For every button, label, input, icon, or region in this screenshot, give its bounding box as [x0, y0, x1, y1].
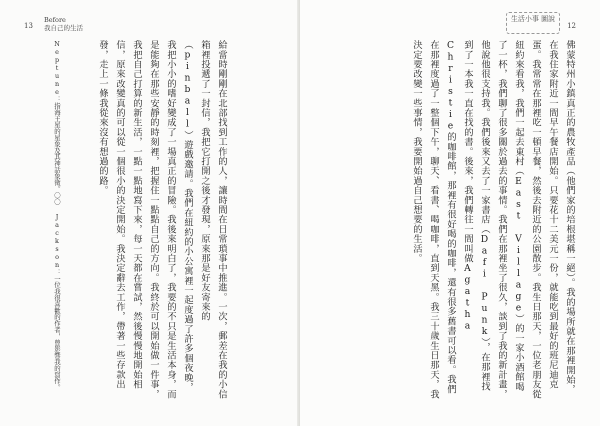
book-logo-stamp: 生活小事 圖說	[506, 12, 560, 34]
left-page-header	[44, 16, 83, 32]
right-page-number: 12	[567, 22, 576, 30]
left-page-footnotes: Neptune：指海王星的星象及其神話象徵。〇〇 Jackson：一位我很喜歡的作者，曾影響我的寫作。	[53, 40, 61, 391]
right-page	[300, 0, 600, 426]
right-page-body-text: 佛蒙特州小鎮真正的農牧產品（他們家的培根堪稱一絕）。我的場所就在那裡開始，在我住家附近一間早午餐店開始。只要花十二美元一份，就能吃到最好的班尼迪克蛋。我常常在那裡吃一頓早餐，然後去附近的公園散步。我生日那天，一位老朋友從紐約來看我，我們一起去東村（East Village）的一家小酒館喝了一杯，我們聊了很多關於過去的事情。我們在那裡坐了很久，談到了我的新計畫，他說他很支持我。我們後來又去了一家書店（Dafi Punk），在那裡找到了一本我一直在找的書。後來，我們轉往一間叫做Agatha Christie的咖啡館，那裡有很好喝的咖啡，還有很多舊書可以看。我們在那裡度過了一整個下午，聊天、看書、喝咖啡，直到天黑。我三十歲生日那天，我決定要改變一些事情，我要開始過自己想要的生活。	[411, 40, 575, 399]
left-header-line1: Before	[44, 16, 66, 24]
left-header-line2: 我自己的生活	[44, 24, 83, 32]
left-page-body-text: 給當時剛剛在北部找到工作的人，讓時間在日常瑣事中推進。一次，郵差在我的小信箱裡投遞了一封信，我把它打開之後才發現，原來那是好友寄來的（pinball）遊戲邀請。我們在紐約的小公寓裡一起度過了許多個夜晚，我把小小的嗜好變成了一場真正的冒險。我後來明白了，我要的不只是生活本身，而是能夠在那些安靜的時刻裡，把握住一點點自己的方向。我終於可以開始做一件事，我把自己打算的新生活，一點一點地寫下來，每一天都在嘗試，然後慢慢地開始相信，原來改變真的可以從一個很小的決定開始。我決定辭去工作，帶著一些存款出發，走上一條我從來沒有想過的路。	[97, 40, 227, 399]
left-page-number: 13	[24, 22, 33, 30]
